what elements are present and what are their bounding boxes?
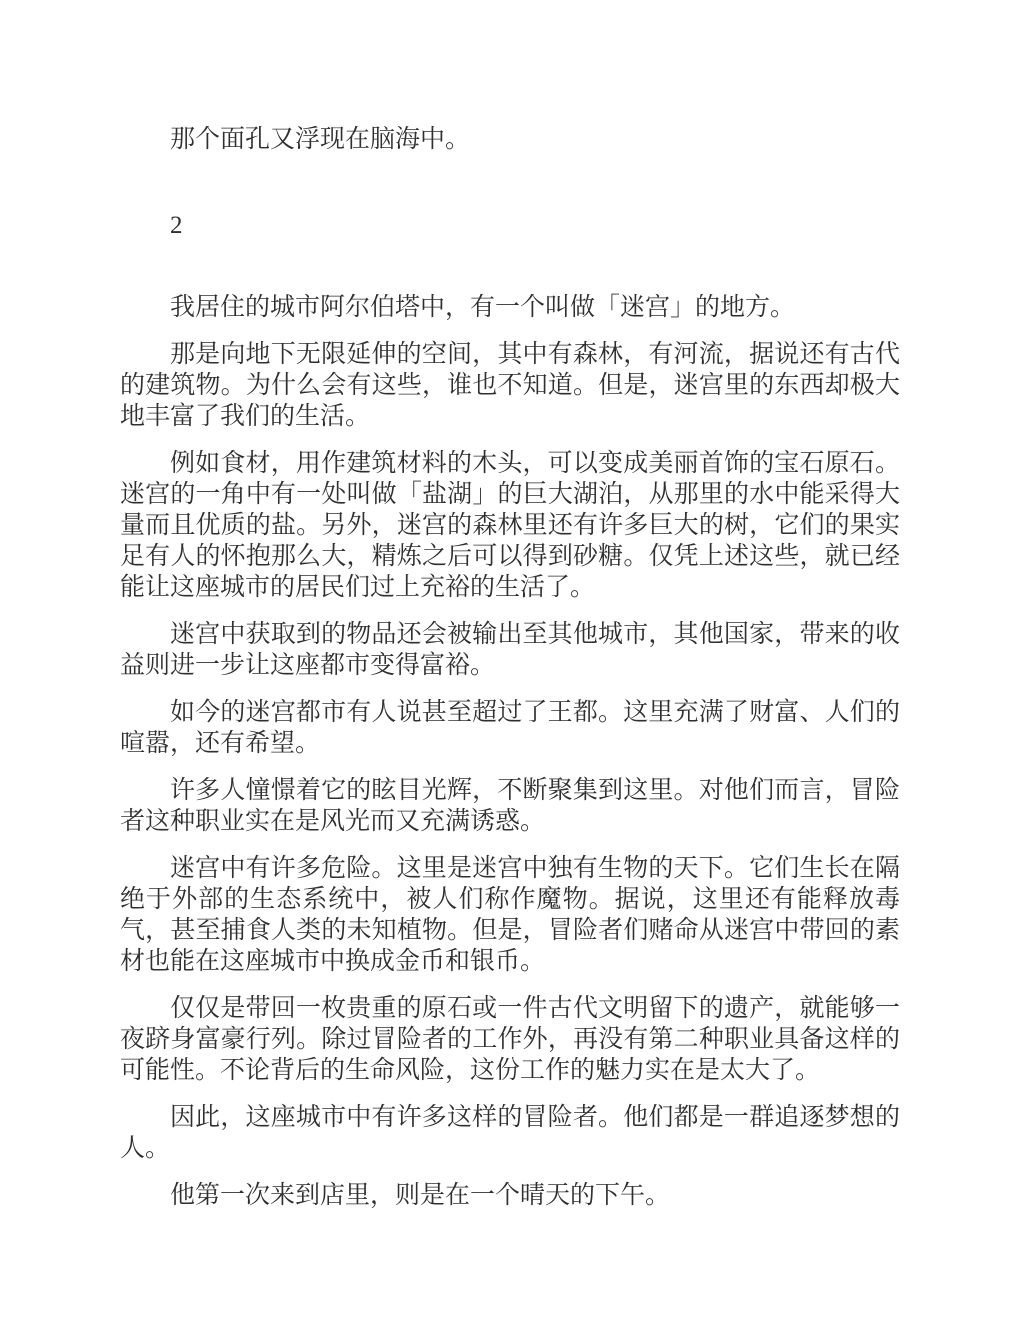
paragraph: 迷宫中有许多危险。这里是迷宫中独有生物的天下。它们生长在隔绝于外部的生态系统中，被人们称作魔物。据说，这里还有能释放毒气，甚至捕食人类的未知植物。但是，冒险者们赌命从迷宫中带回的素材也能在这座城市中换成金币和银币。 [120,855,900,975]
paragraph-opening: 那个面孔又浮现在脑海中。 [170,126,471,153]
section-number: 2 [170,212,183,239]
paragraph: 那是向地下无限延伸的空间，其中有森林，有河流，据说还有古代的建筑物。为什么会有这些，谁也不知道。但是，迷宫里的东西却极大地丰富了我们的生活。 [120,341,900,430]
paragraph: 他第一次来到店里，则是在一个晴天的下午。 [170,1182,671,1209]
paragraph: 如今的迷宫都市有人说甚至超过了王都。这里充满了财富、人们的喧嚣，还有希望。 [120,699,900,757]
paragraph: 因此，这座城市中有许多这样的冒险者。他们都是一群追逐梦想的人。 [120,1104,900,1162]
paragraph: 我居住的城市阿尔伯塔中，有一个叫做「迷宫」的地方。 [170,294,796,321]
paragraph: 仅仅是带回一枚贵重的原石或一件古代文明留下的遗产，就能够一夜跻身富豪行列。除过冒险者的工作外，再没有第二种职业具备这样的可能性。不论背后的生命风险，这份工作的魅力实在是太大了。 [120,995,900,1084]
paragraph: 例如食材，用作建筑材料的木头，可以变成美丽首饰的宝石原石。迷宫的一角中有一处叫做「盐湖」的巨大湖泊，从那里的水中能采得大量而且优质的盐。另外，迷宫的森林里还有许多巨大的树，它们的果实足有人的怀抱那么大，精炼之后可以得到砂糖。仅凭上述这些，就已经能让这座城市的居民们过上充裕的生活了。 [120,450,900,601]
paragraph: 迷宫中获取到的物品还会被输出至其他城市，其他国家，带来的收益则进一步让这座都市变得富裕。 [120,621,900,679]
paragraph: 许多人憧憬着它的眩目光辉，不断聚集到这里。对他们而言，冒险者这种职业实在是风光而又充满诱惑。 [120,777,900,835]
